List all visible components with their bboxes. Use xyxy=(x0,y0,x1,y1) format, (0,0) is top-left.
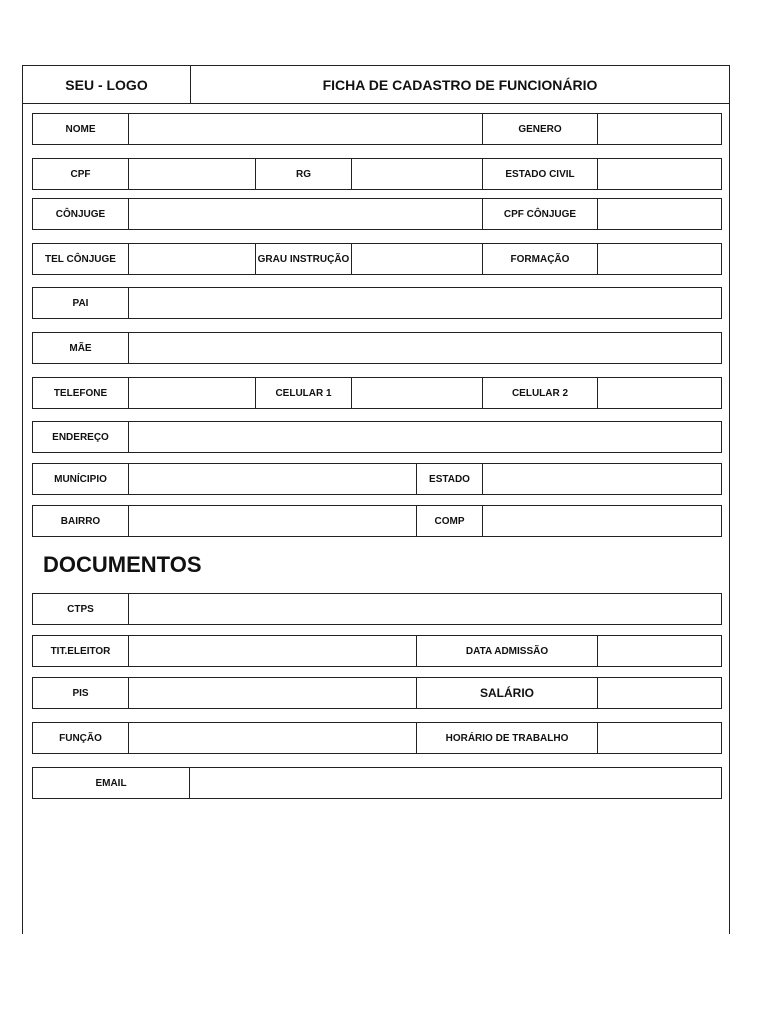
field-endereco[interactable] xyxy=(129,422,721,452)
field-rg[interactable] xyxy=(352,159,483,189)
field-celular-2[interactable] xyxy=(598,378,721,408)
row-telefone xyxy=(32,377,722,409)
label-funcao: FUNÇÃO xyxy=(33,723,129,753)
field-salario[interactable] xyxy=(598,678,721,708)
section-title-documentos: DOCUMENTOS xyxy=(43,552,202,577)
label-bairro: BAIRRO xyxy=(33,506,129,536)
field-tit-eleitor[interactable] xyxy=(129,636,417,666)
field-nome[interactable] xyxy=(129,114,483,144)
row-tit-eleitor xyxy=(32,635,722,667)
row-municipio xyxy=(32,463,722,495)
field-estado[interactable] xyxy=(483,464,721,494)
label-genero: GENERO xyxy=(483,114,598,144)
form-title: FICHA DE CADASTRO DE FUNCIONÁRIO xyxy=(322,76,598,93)
form-header xyxy=(22,65,730,104)
field-conjuge[interactable] xyxy=(129,199,483,229)
label-pai: PAI xyxy=(33,288,129,318)
field-tel-conjuge[interactable] xyxy=(129,244,256,274)
row-mae xyxy=(32,332,722,364)
field-municipio[interactable] xyxy=(129,464,417,494)
row-funcao xyxy=(32,722,722,754)
label-tel-conjuge: TEL CÔNJUGE xyxy=(33,244,129,274)
row-pai xyxy=(32,287,722,319)
label-ctps: CTPS xyxy=(33,594,129,624)
label-conjuge: CÔNJUGE xyxy=(33,199,129,229)
label-data-admissao: DATA ADMISSÃO xyxy=(417,636,598,666)
label-municipio: MUNÍCIPIO xyxy=(33,464,129,494)
label-rg: RG xyxy=(256,159,352,189)
field-pis[interactable] xyxy=(129,678,417,708)
label-cpf-conjuge: CPF CÔNJUGE xyxy=(483,199,598,229)
logo-placeholder: SEU - LOGO xyxy=(23,66,191,103)
label-formacao: FORMAÇÃO xyxy=(483,244,598,274)
label-cpf: CPF xyxy=(33,159,129,189)
field-pai[interactable] xyxy=(129,288,721,318)
form-sheet xyxy=(22,65,730,934)
label-celular-2: CELULAR 2 xyxy=(483,378,598,408)
field-data-admissao[interactable] xyxy=(598,636,721,666)
row-conjuge xyxy=(32,198,722,230)
label-tit-eleitor: TIT.ELEITOR xyxy=(33,636,129,666)
row-bairro xyxy=(32,505,722,537)
row-endereco xyxy=(32,421,722,453)
label-pis: PIS xyxy=(33,678,129,708)
field-estado-civil[interactable] xyxy=(598,159,721,189)
row-tel-conjuge xyxy=(32,243,722,275)
field-comp[interactable] xyxy=(483,506,721,536)
label-nome: NOME xyxy=(33,114,129,144)
row-ctps xyxy=(32,593,722,625)
field-celular-1[interactable] xyxy=(352,378,483,408)
row-nome xyxy=(32,113,722,145)
label-endereco: ENDEREÇO xyxy=(33,422,129,452)
field-grau-instrucao[interactable] xyxy=(352,244,483,274)
field-telefone[interactable] xyxy=(129,378,256,408)
label-email: EMAIL xyxy=(33,768,190,798)
label-celular-1: CELULAR 1 xyxy=(256,378,352,408)
row-cpf xyxy=(32,158,722,190)
field-funcao[interactable] xyxy=(129,723,417,753)
field-bairro[interactable] xyxy=(129,506,417,536)
row-pis xyxy=(32,677,722,709)
field-horario[interactable] xyxy=(598,723,721,753)
label-telefone: TELEFONE xyxy=(33,378,129,408)
field-mae[interactable] xyxy=(129,333,721,363)
label-mae: MÃE xyxy=(33,333,129,363)
label-horario: HORÁRIO DE TRABALHO xyxy=(417,723,598,753)
label-grau-instrucao: GRAU INSTRUÇÃO xyxy=(256,244,352,274)
field-formacao[interactable] xyxy=(598,244,721,274)
field-cpf[interactable] xyxy=(129,159,256,189)
label-salario: SALÁRIO xyxy=(417,678,598,708)
label-estado-civil: ESTADO CIVIL xyxy=(483,159,598,189)
field-email[interactable] xyxy=(190,768,721,798)
field-cpf-conjuge[interactable] xyxy=(598,199,721,229)
field-ctps[interactable] xyxy=(129,594,721,624)
label-estado: ESTADO xyxy=(417,464,483,494)
label-comp: COMP xyxy=(417,506,483,536)
row-email xyxy=(32,767,722,799)
field-genero[interactable] xyxy=(598,114,721,144)
